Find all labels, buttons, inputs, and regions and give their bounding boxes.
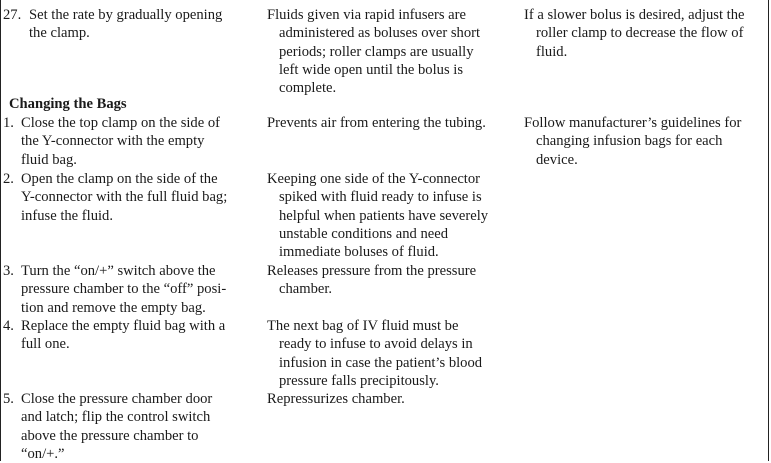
note-line: If a slower bolus is desired, adjust the [524,7,745,23]
step-text-line: Set the rate by gradually opening [29,7,223,23]
step-text-line: full one. [21,336,70,353]
rationale-line: pressure falls precipitously. [279,372,439,389]
rationale-line: unstable conditions and need [279,225,449,242]
step-3 [1,262,241,317]
step-text-line: Turn the “on/+” switch above the [21,263,216,279]
rationale-line: complete. [279,80,337,97]
step-4 [1,317,241,354]
step-2 [1,170,241,225]
rationale-2 [267,170,507,261]
note-1 [524,114,764,169]
rationale-4 [267,317,507,390]
rationale-line: Releases pressure from the pressure [267,263,477,279]
step-text-line: pressure chamber to the “off” posi- [21,281,227,298]
rationale-5 [267,390,507,408]
step-number: 5. [3,391,14,407]
rationale-3 [267,262,507,299]
section-heading: Changing the Bags [9,96,127,112]
step-text-line: the clamp. [29,25,90,42]
step-number: 1. [3,115,14,131]
rationale-line: periods; roller clamps are usually [279,43,474,60]
step-number: 4. [3,318,14,334]
rationale-line: The next bag of IV fluid must be [267,318,459,334]
step-text-line: “on/+.” [21,445,65,462]
note-line: changing infusion bags for each [536,133,723,150]
step-5 [1,390,241,463]
rationale-line: left wide open until the bolus is [279,61,464,78]
step-text-line: Replace the empty fluid bag with a [21,318,226,334]
rationale-line: spiked with fluid ready to infuse is [279,189,482,206]
rationale-line: Repressurizes chamber. [267,391,405,407]
step-text-line: Y-connector with the full fluid bag; [21,189,228,206]
rationale-line: administered as boluses over short [279,25,481,42]
note-27 [524,6,764,61]
note-line: Follow manufacturer’s guidelines for [524,115,742,131]
rationale-1 [267,114,507,132]
rationale-line: chamber. [279,281,333,298]
rationale-line: infusion in case the patient’s blood [279,354,483,371]
rationale-27 [267,6,507,97]
step-1 [1,114,241,169]
step-text-line: fluid bag. [21,151,77,168]
rationale-line: ready to infuse to avoid delays in [279,336,473,353]
step-number: 3. [3,263,14,279]
rationale-line: Prevents air from entering the tubing. [267,115,486,131]
step-text-line: tion and remove the empty bag. [21,299,206,316]
step-number: 27. [3,7,22,23]
step-text-line: infuse the fluid. [21,207,114,224]
note-line: device. [536,151,578,168]
step-text-line: the Y-connector with the empty [21,133,205,150]
step-27 [1,6,241,43]
step-text-line: Close the pressure chamber door [21,391,213,407]
rationale-line: immediate boluses of fluid. [279,244,439,261]
step-text-line: Close the top clamp on the side of [21,115,221,131]
step-text-line: Open the clamp on the side of the [21,171,218,187]
step-text-line: and latch; flip the control switch [21,409,211,426]
step-text-line: above the pressure chamber to [21,427,199,444]
note-line: roller clamp to decrease the flow of [536,25,744,42]
note-line: fluid. [536,43,568,60]
rationale-line: Keeping one side of the Y-connector [267,171,481,187]
rationale-line: helpful when patients have severely [279,207,489,224]
step-number: 2. [3,171,14,187]
rationale-line: Fluids given via rapid infusers are [267,7,466,23]
